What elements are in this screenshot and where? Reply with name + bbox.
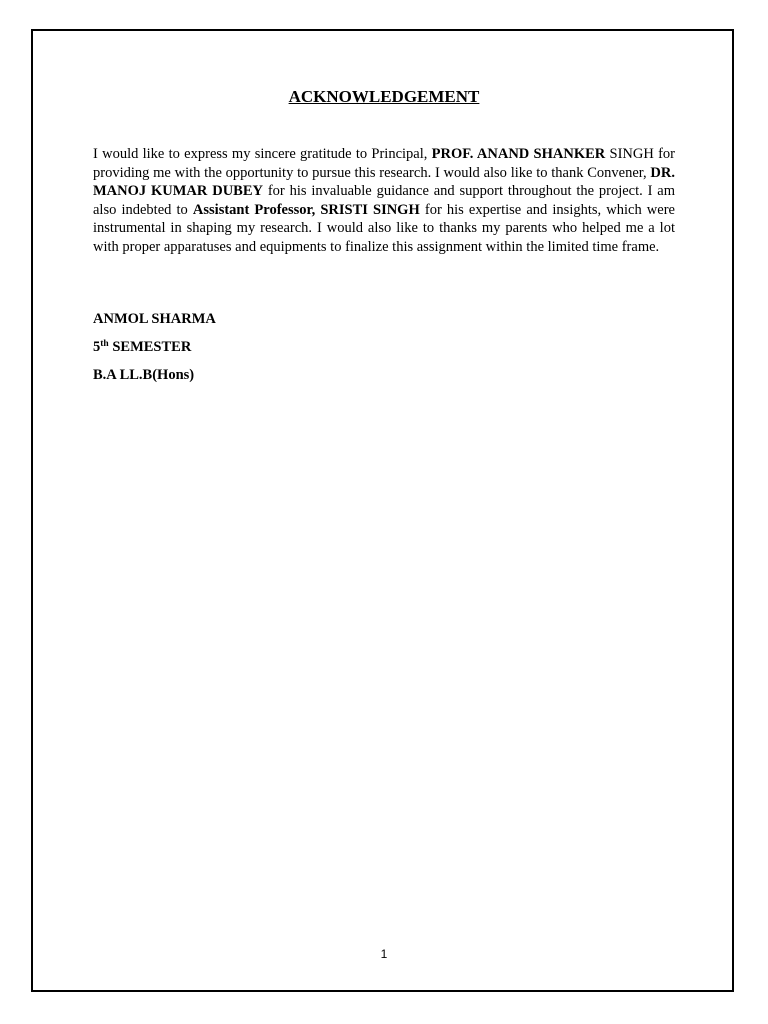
page-number: 1: [380, 947, 388, 961]
paragraph-text-3: for his invaluable guidance and support throughout the project. I am also indebted to: [93, 183, 675, 218]
semester-line: [93, 338, 216, 366]
semester-number: 5: [93, 339, 101, 355]
document-title: ACKNOWLEDGEMENT: [288, 87, 480, 106]
paragraph-text-1: I would like to express my sincere gratitude to Principal,: [93, 146, 432, 162]
author-name: ANMOL SHARMA: [93, 311, 216, 327]
course-line: B.A LL.B(Hons): [93, 367, 195, 383]
principal-name: PROF. ANAND SHANKER: [431, 146, 606, 162]
assistant-professor-name: Assistant Professor, SRISTI SINGH: [192, 201, 420, 218]
signature-block: [93, 310, 216, 394]
paragraph-text-2: SINGH for providing me with the opportunity to pursue this research. I would also like to thank Convener,: [93, 146, 676, 181]
convener-name: DR. MANOJ KUMAR DUBEY: [93, 164, 675, 200]
paragraph-text-4: for his expertise and insights, which were instrumental in shaping my research. I would also like to thanks my parents who helped me a lot with proper apparatuses and equipments to finalize this assignment within the limited time frame.: [93, 201, 675, 255]
semester-word: SEMESTER: [108, 339, 192, 355]
semester-suffix: th: [100, 339, 109, 349]
acknowledgement-paragraph: [93, 145, 675, 257]
